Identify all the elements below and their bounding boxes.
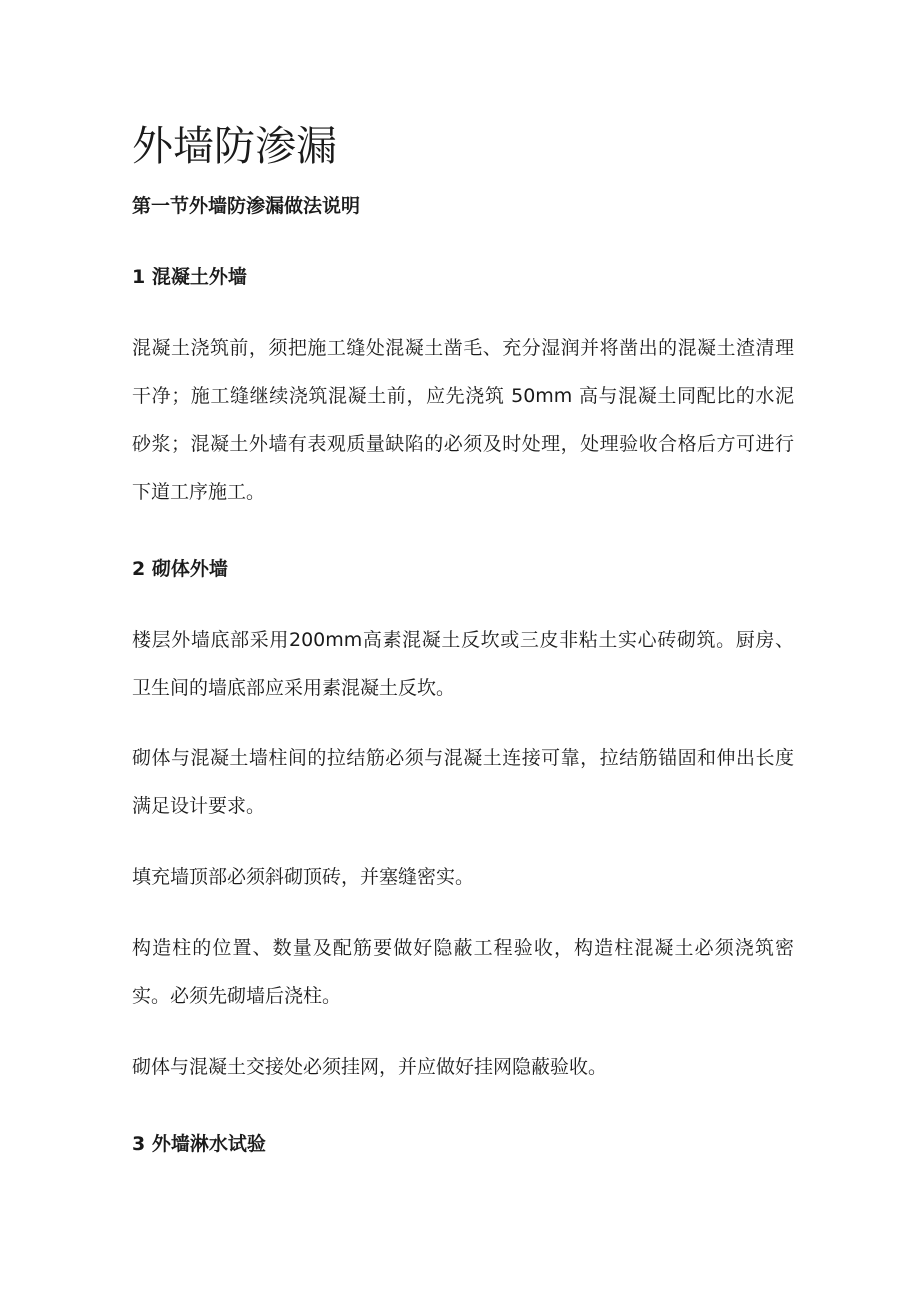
paragraph-concrete-wall: 混凝土浇筑前，须把施工缝处混凝土凿毛、充分湿润并将凿出的混凝土渣清理干净；施工缝继续浇筑混凝土前，应先浇筑 50mm 高与混凝土同配比的水泥砂浆；混凝土外墙有表观质量缺陷的必须及时处理，处理验收合格后方可进行下道工序施工。 bbox=[132, 337, 794, 503]
paragraph-tie-bars: 砌体与混凝土墙柱间的拉结筋必须与混凝土连接可靠，拉结筋锚固和伸出长度满足设计要求。 bbox=[132, 747, 794, 817]
section-title: 第一节外墙防渗漏做法说明 bbox=[132, 195, 361, 217]
subheading-masonry-wall: 2 砌体外墙 bbox=[132, 558, 228, 580]
paragraph-constructional-column: 构造柱的位置、数量及配筋要做好隐蔽工程验收，构造柱混凝土必须浇筑密实。必须先砌墙后浇柱。 bbox=[132, 937, 794, 1007]
document-title: 外墙防渗漏 bbox=[132, 122, 337, 170]
paragraph-infill-top: 填充墙顶部必须斜砌顶砖，并塞缝密实。 bbox=[132, 866, 475, 888]
subheading-water-test: 3 外墙淋水试验 bbox=[132, 1133, 266, 1155]
paragraph-mesh: 砌体与混凝土交接处必须挂网，并应做好挂网隐蔽验收。 bbox=[132, 1056, 608, 1078]
subheading-concrete-wall: 1 混凝土外墙 bbox=[132, 266, 247, 288]
paragraph-masonry-base: 楼层外墙底部采用200mm高素混凝土反坎或三皮非粘土实心砖砌筑。厨房、卫生间的墙底部应采用素混凝土反坎。 bbox=[132, 629, 794, 699]
